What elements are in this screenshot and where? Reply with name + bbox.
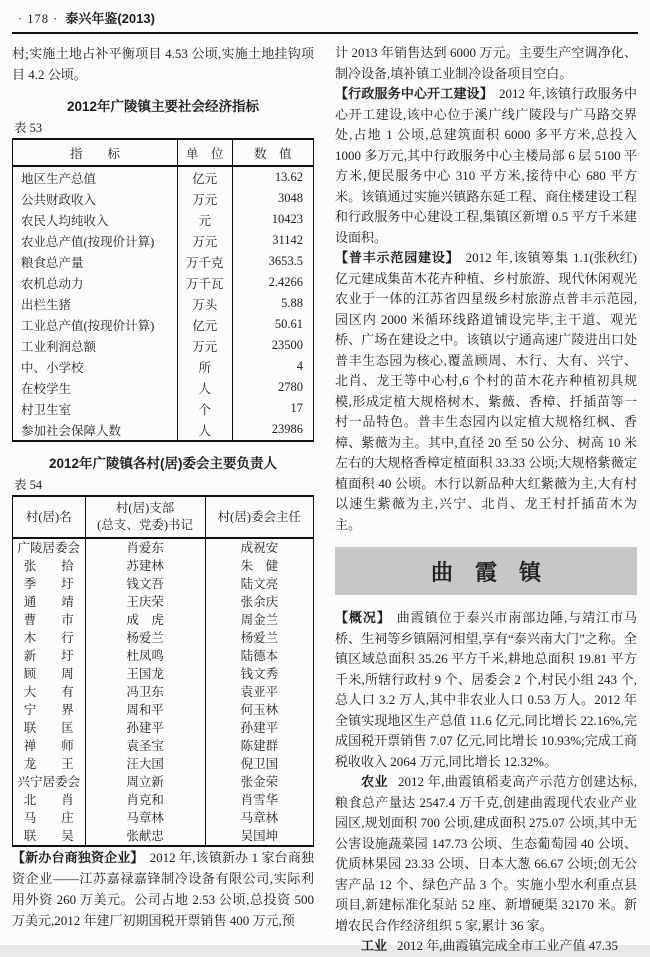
director-cell: 陈建群 — [205, 737, 313, 755]
table-row — [13, 314, 314, 335]
village-cell: 北 肖 — [13, 791, 86, 809]
value-cell: 23986 — [232, 419, 313, 441]
table-row — [13, 593, 314, 611]
village-cell: 通 靖 — [13, 593, 86, 611]
article-taiwan-label: 【新办台商独资企业】 — [12, 850, 144, 865]
value-cell: 10423 — [232, 209, 313, 230]
director-cell: 倪卫国 — [205, 755, 313, 773]
table-row — [13, 683, 314, 701]
indicator-cell: 工业总产值(按现价计算) — [13, 314, 178, 335]
table-row — [13, 188, 314, 209]
indicator-cell: 地区生产总值 — [13, 166, 178, 188]
table-row — [13, 398, 314, 419]
unit-cell: 人 — [177, 419, 232, 441]
village-cell: 木 行 — [13, 629, 86, 647]
secretary-cell: 杜凤鸣 — [85, 647, 205, 665]
secretary-cell: 王国龙 — [85, 665, 205, 683]
table-row — [13, 166, 314, 188]
unit-cell: 万元 — [177, 188, 232, 209]
secretary-cell: 周立新 — [85, 773, 205, 791]
director-cell: 钱文秀 — [205, 665, 313, 683]
section-banner-quxia-town: 曲 霞 镇 — [335, 547, 637, 595]
article-overview-label: 【概况】 — [335, 610, 391, 625]
village-cell: 季 圩 — [13, 575, 86, 593]
director-cell: 袁亚平 — [205, 683, 313, 701]
secretary-cell: 王庆荣 — [85, 593, 205, 611]
table-row — [13, 701, 314, 719]
book-title: 泰兴年鉴(2013) — [65, 11, 155, 26]
secretary-cell: 钱文吾 — [85, 575, 205, 593]
table53-label: 表 53 — [14, 121, 43, 135]
table-53-socioeconomic-indicators — [12, 138, 314, 442]
village-cell: 联 吴 — [13, 827, 86, 846]
secretary-cell: 成 虎 — [85, 611, 205, 629]
article-pufeng-park — [335, 248, 637, 535]
paragraph-agriculture — [335, 772, 637, 936]
director-cell: 马章林 — [205, 809, 313, 827]
article-pufeng-text: 2012 年,该镇筹集 1.1 亿元建成集苗木花卉种植、乡村旅游、现代休闲观光农业于一体的江苏省四星级乡村旅游点普丰示范园,园区内 2000 米循环线路道铺设完毕,主干道、观光桥、广场在建设之中。该镇以宁通高速广陵进出口处普丰生态园为核心,覆盖顾周、木行、大有、兴宁、北肖、龙王等中心村,6 个村的苗木花卉种植初具规模,形成定植大规格树木、紫薇、香樟、扦插苗等一村一品特色。普丰生态园内以定植大规格红枫、香樟、紫薇为主。其中,直径 20 至 50 公分、树高 10 米左右的大规格香樟定植面积 33.33 公顷;大规格紫薇定植面积 40 公顷。木行以新品种大红紫薇为主,大有村以速生紫薇为主,兴宁、北肖、龙王村扦插苗木为主。 — [335, 250, 637, 532]
unit-cell: 亿元 — [177, 166, 232, 188]
indicator-cell: 中、小学校 — [13, 356, 178, 377]
secretary-cell: 肖克和 — [85, 791, 205, 809]
director-cell: 张余庆 — [205, 593, 313, 611]
table-row — [13, 665, 314, 683]
table-row — [13, 209, 314, 230]
table53-head — [13, 139, 314, 166]
table-row — [13, 827, 314, 846]
table-row — [13, 629, 314, 647]
village-cell: 顾 周 — [13, 665, 86, 683]
table-row — [13, 719, 314, 737]
unit-cell: 万千克 — [177, 251, 232, 272]
byline-author: (张秋红) — [589, 250, 637, 265]
table54-header-director: 村(居)委会主任 — [205, 496, 313, 538]
value-cell: 31142 — [232, 230, 313, 251]
table53-body — [13, 166, 314, 441]
value-cell: 3048 — [232, 188, 313, 209]
article-taiwan-enterprise — [12, 847, 314, 931]
value-cell: 4 — [232, 356, 313, 377]
intro-paragraph: 村;实施土地占补平衡项目 4.53 公顷,实施土地挂钩项目 4.2 公顷。 — [12, 46, 314, 82]
value-cell: 5.88 — [232, 293, 313, 314]
director-cell: 吴国坤 — [205, 827, 313, 846]
table-row — [13, 755, 314, 773]
table-row — [13, 575, 314, 593]
secretary-cell: 汪大国 — [85, 755, 205, 773]
unit-cell: 所 — [177, 356, 232, 377]
village-cell: 马 庄 — [13, 809, 86, 827]
right-column — [335, 43, 637, 957]
table54-title: 2012年广陵镇各村(居)委会主要负责人 — [48, 456, 278, 471]
table53-title: 2012年广陵镇主要社会经济指标 — [66, 99, 260, 114]
two-column-layout — [12, 43, 638, 957]
table-row — [13, 377, 314, 398]
village-cell: 禅 师 — [13, 737, 86, 755]
unit-cell: 亿元 — [177, 314, 232, 335]
indicator-cell: 工业利润总额 — [13, 335, 178, 356]
director-cell: 成祝安 — [205, 538, 313, 557]
table-row — [13, 356, 314, 377]
left-column — [12, 43, 314, 957]
table-row — [13, 335, 314, 356]
indicator-cell: 出栏生猪 — [13, 293, 178, 314]
village-cell: 大 有 — [13, 683, 86, 701]
table54-body — [13, 538, 314, 846]
article-overview-text: 曲霞镇位于泰兴市南部边陲,与靖江市马桥、生祠等乡镇隔河相望,享有“泰兴南大门”之称。全镇区域总面积 35.26 平方千米,耕地总面积 19.81 平方千米,所辖行政村 9 个、居委会 2 个,村民小组 243 个,总人口 3.2 万人,其中非农业人口 0.53 万人。2012 年全镇实现地区生产总值 11.6 亿元,同比增长 22.16%,完成国税开票销售 7.07 亿元,同比增长 10.93%;完成工商税收收入 2064 万元,同比增长 12.32%。 — [335, 610, 637, 769]
indicator-cell: 农业总产值(按现价计算) — [13, 230, 178, 251]
header-divider — [12, 32, 638, 34]
village-cell: 联 匡 — [13, 719, 86, 737]
table53-header-unit: 单 位 — [177, 139, 232, 166]
value-cell: 13.62 — [232, 166, 313, 188]
table-54-village-leaders — [12, 495, 314, 847]
value-cell: 50.61 — [232, 314, 313, 335]
value-cell: 17 — [232, 398, 313, 419]
agriculture-text: 2012 年,曲霞镇稻麦高产示范方创建达标,粮食总产量达 2547.4 万千克,创建曲霞现代农业产业园区,规划面积 700 公顷,建成面积 275.07 公顷,其中无公害设施蔬菜园 147.73 公顷、生态葡萄园 40 公顷、优质林果园 23.33 公顷、日本大葱 66.67 公顷;创无公害产品 12 个、绿色产品 3 个。实施小型水利重点县项目,新建标准化泵站 52 座、新增硬渠 32170 米。新增农民合作经济组织 5 家,累计 36 家。 — [335, 774, 637, 933]
village-cell: 龙 王 — [13, 755, 86, 773]
indicator-cell: 农机总动力 — [13, 272, 178, 293]
director-cell: 孙建平 — [205, 719, 313, 737]
table54-head — [13, 496, 314, 538]
secretary-cell: 苏建林 — [85, 557, 205, 575]
secretary-cell: 马章林 — [85, 809, 205, 827]
village-cell: 兴宁居委会 — [13, 773, 86, 791]
industry-text: 2012 年,曲霞镇完成全市工业产值 47.35 — [397, 938, 619, 953]
director-cell: 杨爱兰 — [205, 629, 313, 647]
table-row — [13, 737, 314, 755]
indicator-cell: 在校学生 — [13, 377, 178, 398]
unit-cell: 万元 — [177, 230, 232, 251]
village-cell: 宁 界 — [13, 701, 86, 719]
paragraph-industry — [335, 936, 637, 957]
village-cell: 曹 市 — [13, 611, 86, 629]
secretary-cell: 肖爱东 — [85, 538, 205, 557]
table54-header-secretary-line2: (总支、党委)书记 — [97, 518, 193, 532]
value-cell: 2.4266 — [232, 272, 313, 293]
table-row — [13, 419, 314, 441]
village-cell: 广陵居委会 — [13, 538, 86, 557]
table-row — [13, 611, 314, 629]
table54-header-secretary — [85, 496, 205, 538]
table54-header-village: 村(居)名 — [13, 496, 86, 538]
indicator-cell: 公共财政收入 — [13, 188, 178, 209]
article-taiwan-text: 2012 年,该镇新办 1 家台商独资企业——江苏嘉禄嘉锋制冷设备有限公司,实际利用外资 260 万美元。公司占地 2.53 公顷,总投资 500 万美元,2012 年建厂初期国税开票销售 400 万元,预 — [12, 850, 314, 928]
table-row — [13, 538, 314, 557]
value-cell: 3653.5 — [232, 251, 313, 272]
article-overview — [335, 608, 637, 772]
table53-header-indicator: 指 标 — [13, 139, 178, 166]
article-admin-label: 【行政服务中心开工建设】 — [335, 86, 493, 101]
director-cell: 周金兰 — [205, 611, 313, 629]
table-row — [13, 251, 314, 272]
unit-cell: 万千瓦 — [177, 272, 232, 293]
table-row — [13, 230, 314, 251]
unit-cell: 人 — [177, 377, 232, 398]
table-row — [13, 272, 314, 293]
table-row — [13, 293, 314, 314]
indicator-cell: 粮食总产量 — [13, 251, 178, 272]
director-cell: 陆文亮 — [205, 575, 313, 593]
agriculture-lead: 农业 — [361, 774, 388, 789]
indicator-cell: 参加社会保障人数 — [13, 419, 178, 441]
table54-header-secretary-line1: 村(居)支部 — [115, 501, 175, 515]
table54-label: 表 54 — [14, 478, 43, 492]
table-row — [13, 809, 314, 827]
director-cell: 肖雪华 — [205, 791, 313, 809]
secretary-cell: 杨爱兰 — [85, 629, 205, 647]
industry-lead: 工业 — [361, 938, 388, 953]
table-row — [13, 557, 314, 575]
article-admin-center — [335, 84, 637, 248]
continuation-paragraph: 计 2013 年销售达到 6000 万元。主要生产空调净化、制冷设备,填补镇工业制冷设备项目空白。 — [335, 45, 637, 81]
director-cell: 陆德本 — [205, 647, 313, 665]
secretary-cell: 周和平 — [85, 701, 205, 719]
secretary-cell: 张献忠 — [85, 827, 205, 846]
village-cell: 新 圩 — [13, 647, 86, 665]
table-row — [13, 647, 314, 665]
director-cell: 何玉林 — [205, 701, 313, 719]
director-cell: 张金荣 — [205, 773, 313, 791]
article-pufeng-label: 【普丰示范园建设】 — [335, 250, 460, 265]
table-row — [13, 773, 314, 791]
value-cell: 2780 — [232, 377, 313, 398]
director-cell: 朱 健 — [205, 557, 313, 575]
indicator-cell: 农民人均纯收入 — [13, 209, 178, 230]
unit-cell: 个 — [177, 398, 232, 419]
secretary-cell: 冯卫东 — [85, 683, 205, 701]
unit-cell: 元 — [177, 209, 232, 230]
unit-cell: 万元 — [177, 335, 232, 356]
unit-cell: 万头 — [177, 293, 232, 314]
indicator-cell: 村卫生室 — [13, 398, 178, 419]
village-cell: 张 拾 — [13, 557, 86, 575]
page-header — [12, 8, 638, 27]
secretary-cell: 袁圣宝 — [85, 737, 205, 755]
article-admin-text: 2012 年,该镇行政服务中心开工建设,该中心位于溪广线广陵段与广马路交界处,占地 1 公顷,总建筑面积 6000 多平方米,总投入 1000 多万元,其中行政服务中心主楼局部 6 层 5100 平方米,便民服务中心 310 平方米,接待中心 680 平方米。该镇通过实施兴镇路东延工程、商住楼建设工程和行政服务中心建设工程,集镇区新增 0.5 平方千米建设面积。 — [335, 86, 637, 245]
value-cell: 23500 — [232, 335, 313, 356]
secretary-cell: 孙建平 — [85, 719, 205, 737]
table-row — [13, 791, 314, 809]
table53-header-value: 数 值 — [232, 139, 313, 166]
page-number: · 178 · — [18, 12, 59, 26]
